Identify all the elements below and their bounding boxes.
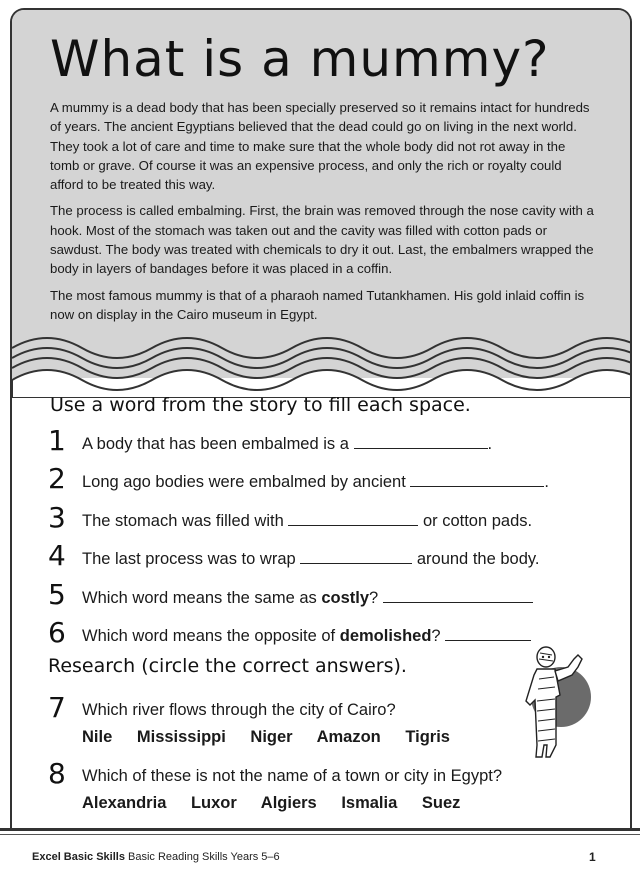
- footer-rule: [0, 828, 640, 831]
- question-number: 3: [48, 501, 66, 534]
- question-text: A body that has been embalmed is a: [82, 435, 349, 453]
- answer-options: [82, 794, 480, 813]
- answer-option[interactable]: Mississippi: [136, 728, 226, 746]
- question-4: [48, 539, 608, 581]
- story-paragraph: The process is called embalming. First, the brain was removed through the nose cavity with a hook. Most of the stomach was taken out and the cavity was filled with cotton pads or sawdust. The body was treated with chemicals to dry it out. Last, the embalmers wrapped the body in layers of bandages before it was placed in a coffin.: [50, 203, 594, 277]
- research-heading: Research (circle the correct answers).: [48, 655, 407, 677]
- keyword: demolished: [339, 627, 432, 645]
- question-1: [48, 424, 608, 466]
- question-text: Which word means the same as: [82, 589, 317, 607]
- answer-blank[interactable]: [445, 626, 531, 641]
- question-number: 5: [48, 578, 66, 611]
- question-suffix: .: [544, 473, 549, 491]
- question-3: [48, 501, 608, 543]
- question-suffix: ?: [431, 627, 441, 645]
- story-text: [50, 98, 598, 331]
- question-suffix: or cotton pads.: [422, 512, 533, 530]
- answer-option[interactable]: Niger: [250, 728, 293, 746]
- answer-option[interactable]: Amazon: [316, 728, 381, 746]
- answer-blank[interactable]: [300, 549, 412, 564]
- question-text: The stomach was filled with: [82, 512, 284, 530]
- question-text: Long ago bodies were embalmed by ancient: [82, 473, 406, 491]
- question-2: [48, 462, 608, 504]
- question-text: The last process was to wrap: [82, 550, 296, 568]
- keyword: costly: [321, 589, 370, 607]
- question-suffix: .: [487, 435, 493, 453]
- question-number: 1: [48, 424, 66, 457]
- answer-blank[interactable]: [288, 511, 418, 526]
- question-5: [48, 578, 608, 620]
- question-number: 2: [48, 462, 66, 495]
- answer-option[interactable]: Luxor: [190, 794, 237, 812]
- question-number: 7: [48, 691, 66, 724]
- question-suffix: ?: [369, 589, 379, 607]
- question-number: 8: [48, 757, 66, 790]
- answer-options: [82, 728, 470, 747]
- question-number: 4: [48, 539, 66, 572]
- book-title: Basic Reading Skills Years 5–6: [128, 851, 280, 863]
- mummy-illustration-icon: [516, 645, 606, 760]
- page-number: 1: [589, 850, 596, 864]
- page-title: What is a mummy?: [50, 30, 550, 88]
- question-text: Which of these is not the name of a town or city in Egypt?: [82, 767, 503, 785]
- question-text: Which river flows through the city of Cairo?: [82, 701, 396, 719]
- answer-option[interactable]: Alexandria: [82, 794, 167, 812]
- story-paragraph: A mummy is a dead body that has been specially preserved so it remains intact for hundreds of years. The ancient Egyptians believed that the dead could go on living in the next world. They took a lot of care and time to make sure that the whole body did not rot away in the tomb or grave. Of course it was an expensive process, and only the rich or royalty could afford to be treated this way.: [50, 100, 590, 193]
- footer-credit: [32, 851, 280, 863]
- question-suffix: around the body.: [416, 550, 540, 568]
- answer-option[interactable]: Algiers: [260, 794, 317, 812]
- series-name: Excel Basic Skills: [32, 851, 125, 863]
- answer-option[interactable]: Nile: [82, 728, 113, 746]
- question-text: Which word means the opposite of: [82, 627, 336, 645]
- instruction-heading: Use a word from the story to fill each space.: [50, 394, 471, 416]
- answer-option[interactable]: Tigris: [405, 728, 450, 746]
- answer-option[interactable]: Suez: [421, 794, 461, 812]
- question-number: 6: [48, 616, 66, 649]
- answer-blank[interactable]: [383, 588, 533, 603]
- story-paragraph: The most famous mummy is that of a pharaoh named Tutankhamen. His gold inlaid coffin is now on display in the Cairo museum in Egypt.: [50, 287, 585, 322]
- answer-blank[interactable]: [354, 434, 488, 449]
- answer-blank[interactable]: [410, 472, 544, 487]
- footer-rule: [0, 834, 640, 835]
- answer-option[interactable]: Ismalia: [341, 794, 398, 812]
